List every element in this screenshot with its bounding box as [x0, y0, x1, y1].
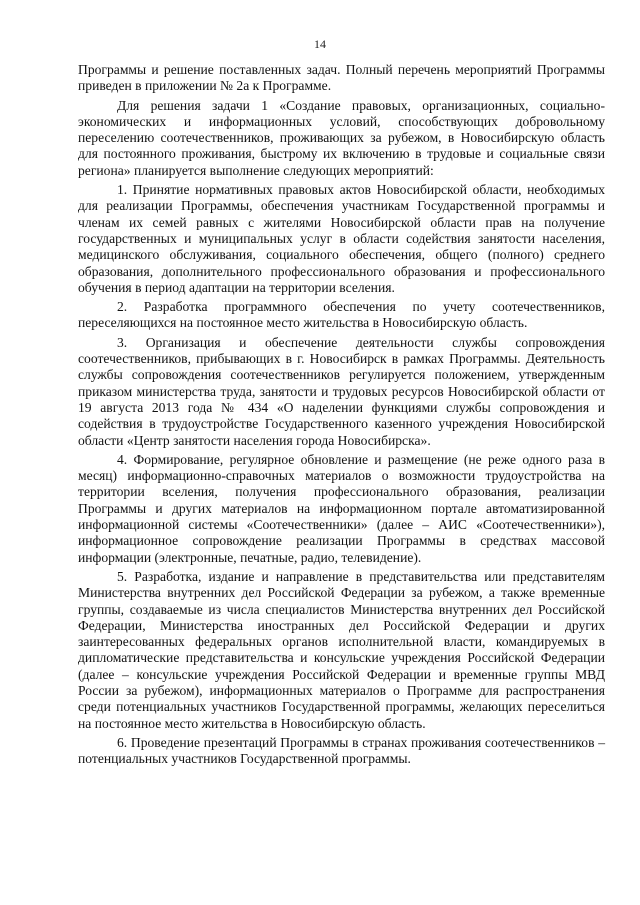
- paragraph-measure-2: 2. Разработка программного обеспечения по учету соотечественников, переселяющихся на постоянное место жительства в Новосибирскую область.: [78, 299, 605, 331]
- document-body: [78, 62, 605, 767]
- paragraph-task-intro: Для решения задачи 1 «Создание правовых, организационных, социально-экономических и информационных условий, способствующих добровольному переселению соотечественников, проживающих за рубежом, в Новосибирскую область для постоянного проживания, быстрому их включению в трудовые и социальные связи региона» планируется выполнение следующих мероприятий:: [78, 97, 605, 178]
- paragraph-measure-5: 5. Разработка, издание и направление в представительства или представителям Министерства внутренних дел Российской Федерации за рубежом, а также временные группы, создаваемые из числа специалистов Министерства внутренних дел Российской Федерации, Министерства иностранных дел Российской Федерации и других заинтересованных федеральных органов исполнительной власти, командируемых в дипломатические представительства и консульские учреждения Российской Федерации (далее – консульские учреждения Российской Федерации и временные группы МВД России за рубежом), информационных материалов о Программе для распространения среди потенциальных участников Государственной программы, желающих переселиться на постоянное место жительства в Новосибирскую область.: [78, 568, 605, 731]
- paragraph-measure-4: 4. Формирование, регулярное обновление и размещение (не реже одного раза в месяц) информационно-справочных материалов о возможности трудоустройства на территории вселения, получения профессионального образования, реализации Программы и других материалов на информационном портале автоматизированной информационной системы «Соотечественники» (далее – АИС «Соотечественники»), информационное сопровождение реализации Программы в средствах массовой информации (электронные, печатные, радио, телевидение).: [78, 451, 605, 565]
- paragraph-measure-6: 6. Проведение презентаций Программы в странах проживания соотечественников – потенциальных участников Государственной программы.: [78, 734, 605, 767]
- paragraph-measure-1: 1. Принятие нормативных правовых актов Новосибирской области, необходимых для реализации Программы, обеспечения участникам Государственной программы и членам их семей равных с жителями Новосибирской области прав на получение государственных и муниципальных услуг в области содействия занятости населения, медицинского обслуживания, социального обеспечения, общего (полного) среднего образования, дополнительного профессионального образования и профессионального обучения в период адаптации на территории вселения.: [78, 182, 605, 295]
- paragraph-continuation: Программы и решение поставленных задач. Полный перечень мероприятий Программы приведен в приложении № 2а к Программе.: [78, 62, 605, 94]
- page-number: 14: [314, 37, 326, 51]
- paragraph-measure-3: 3. Организация и обеспечение деятельности службы сопровождения соотечественников, прибывающих в г. Новосибирск в рамках Программы. Деятельность службы сопровождения соотечественников регулируется положением, утвержденным приказом министерства труда, занятости и трудовых ресурсов Новосибирской области от 19 августа 2013 года № 434 «О наделении функциями службы сопровождения и содействия в трудоустройстве Государственного казенного учреждения Новосибирской области «Центр занятости населения города Новосибирска».: [78, 334, 605, 448]
